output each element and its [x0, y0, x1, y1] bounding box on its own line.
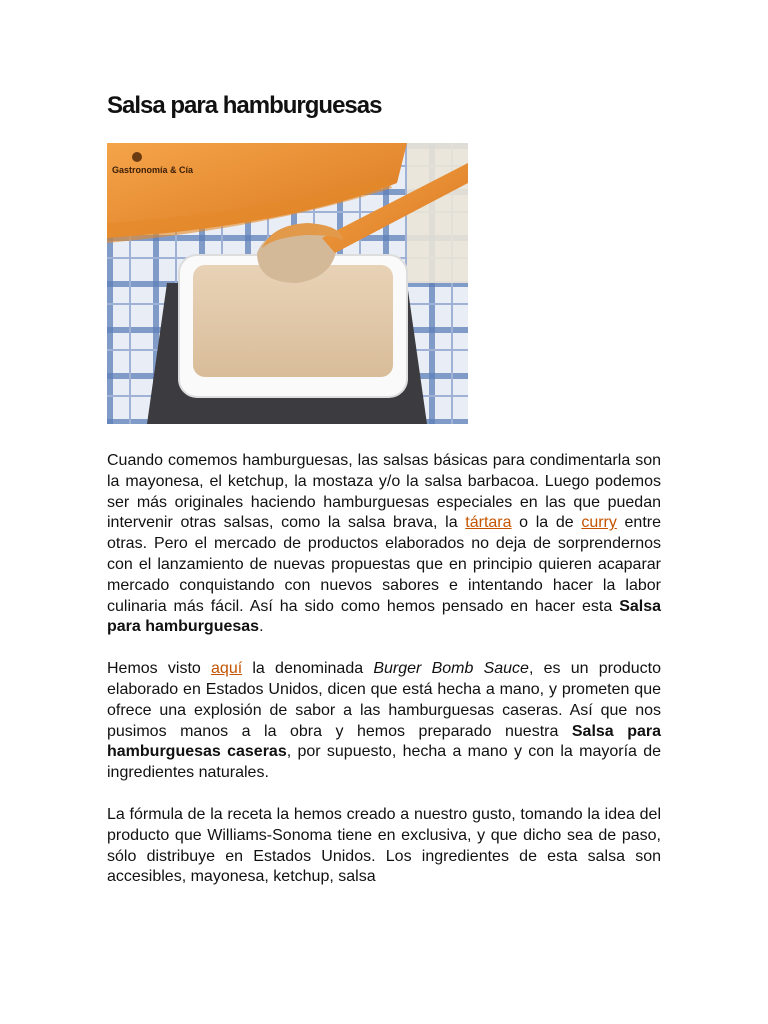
watermark-text: Gastronomía & Cía [112, 165, 194, 175]
link-aqui[interactable]: aquí [211, 660, 243, 678]
link-tartara[interactable]: tártara [465, 514, 512, 532]
article-body [107, 451, 661, 909]
product-name: Burger Bomb Sauce [373, 660, 529, 678]
sauce-illustration [107, 143, 468, 424]
bold-phrase: Salsa para hamburguesas caseras [107, 722, 661, 761]
article-title: Salsa para hamburguesas [107, 92, 382, 119]
paragraph-3: La fórmula de la receta la hemos creado a nuestro gusto, tomando la idea del producto que Williams-Sonoma tiene en exclusiva, y que dicho sea de paso, sólo distribuye en Estados Unidos. Los ingredientes de esta salsa son accesibles, mayonesa, ketchup, salsa [107, 805, 661, 886]
paragraph-2: Hemos visto aquí la denominada Burger Bomb Sauce, es un producto elaborado en Estados Unidos, dicen que está hecha a mano, y prometen que ofrece una explosión de sabor a las hamburguesas caseras. Así que nos pusimos manos a la obra y hemos preparado nuestra Salsa para hamburguesas caseras, por supuesto, hecha a mano y con la mayoría de ingredientes naturales. [107, 660, 662, 782]
link-curry[interactable]: curry [581, 514, 617, 532]
paragraph-1: Cuando comemos hamburguesas, las salsas básicas para condimentarla son la mayonesa, el ketchup, la mostaza y/o la salsa barbacoa. Luego podemos ser más originales haciendo hamburguesas especiales en las que puedan intervenir otras salsas, como la salsa brava, la tártara o la de curry entre otras. Pero el mercado de productos elaborados no deja de sorprendernos con el lanzamiento de nuevas propuestas que en principio quieren acaparar mercado conquistando con nuevos sabores e intentando hacer la labor culinaria más fácil. Así ha sido como hemos pensado en hacer esta Salsa para hamburguesas. [107, 452, 661, 636]
bold-phrase: Salsa para hamburguesas [107, 597, 661, 636]
sauce-photo [107, 143, 468, 424]
